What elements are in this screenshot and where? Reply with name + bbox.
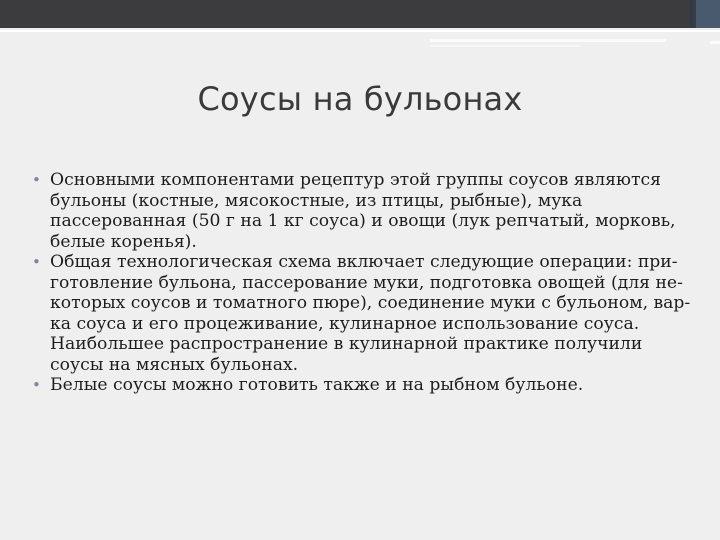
- bullet-text: Общая технологическая схема включает следующие операции: при- готовление бульона, пассерование муки, подготовка овощей (для не- которых соусов и томатного пюре), соединение муки с бульоном, вар- ка соуса и его процеживание, кулинарное использование соуса. Наибольшее распространение в кулинарной практике получили соусы на мясных бульонах.: [50, 252, 691, 375]
- bullet-marker: •: [32, 376, 41, 394]
- bullet-marker: •: [32, 253, 41, 271]
- top-band-accent: [696, 0, 720, 28]
- top-decorative-band: [0, 0, 720, 28]
- bullet-item: [28, 252, 700, 375]
- decorative-rule: [430, 39, 666, 42]
- bullet-item: [28, 170, 700, 252]
- decorative-rule: [710, 41, 720, 44]
- slide-title: Соусы на бульонах: [197, 80, 523, 118]
- bullet-text: Основными компонентами рецептур этой группы соусов являются бульоны (костные, мясокостные, из птицы, рыбные), мука пассерованная (50 г на 1 кг соуса) и овощи (лук репчатый, морковь, белые коренья).: [50, 170, 676, 252]
- bullet-item: [28, 375, 700, 396]
- top-band-separator: [690, 0, 693, 28]
- bullet-marker: •: [32, 171, 41, 189]
- decorative-rule: [430, 45, 580, 47]
- decorative-rule: [0, 30, 720, 32]
- bullet-text: Белые соусы можно готовить также и на рыбном бульоне.: [50, 375, 584, 395]
- bullet-list: [32, 170, 700, 396]
